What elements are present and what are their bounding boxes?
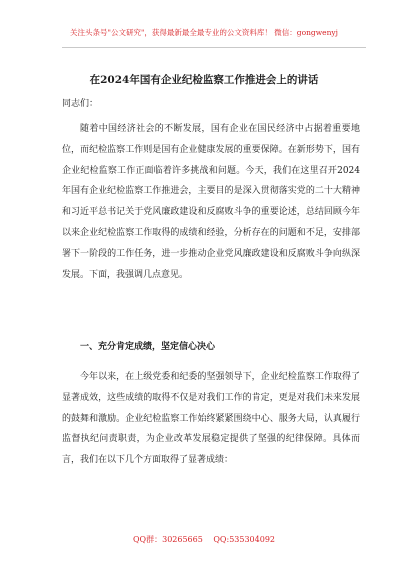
footer-contact bbox=[0, 534, 408, 545]
header-divider bbox=[62, 47, 366, 48]
body-paragraph-2: 今年以来，在上级党委和纪委的坚强领导下，企业纪检监察工作取得了显著成效，这些成绩的取得不仅是对我们工作的肯定，更是对我们未来发展的鼓舞和激励。企业纪检监察工作始终紧紧围绕中心、服务大局，认真履行监督执纪问责职责，为企业改革发展稳定提供了坚强的纪律保障。具体而言，我们在以下几个方面取得了显著成绩： bbox=[62, 372, 360, 466]
section-heading-1: 一、充分肯定成绩，坚定信心决心 bbox=[80, 342, 216, 352]
header-promo-note: 关注头条号"公文研究"，获得最新最全最专业的公文资料库！ 微信：gongwenyj bbox=[70, 28, 338, 37]
salutation: 同志们： bbox=[62, 99, 99, 109]
page-title: 在2024年国有企业纪检监察工作推进会上的讲话 bbox=[89, 74, 319, 86]
footer-qq-number: QQ:535304092 bbox=[213, 535, 275, 544]
footer-qq-group: QQ群：30265665 bbox=[132, 535, 203, 544]
body-paragraph-1: 随着中国经济社会的不断发展，国有企业在国民经济中占据着重要地位，而纪检监察工作则是国有企业健康发展的重要保障。在新形势下，国有企业纪检监察工作正面临着许多挑战和问题。今天，我们在这里召开2024年国有企业纪检监察工作推进会，主要目的是深入贯彻落实党的二十大精神和习近平总书记关于党风廉政建设和反腐败斗争的重要论述，总结回顾今年以来企业纪检监察工作取得的成绩和经验，分析存在的问题和不足，安排部署下一阶段的工作任务，进一步推动企业党风廉政建设和反腐败斗争向纵深发展。下面，我强调几点意见。 bbox=[62, 124, 360, 280]
